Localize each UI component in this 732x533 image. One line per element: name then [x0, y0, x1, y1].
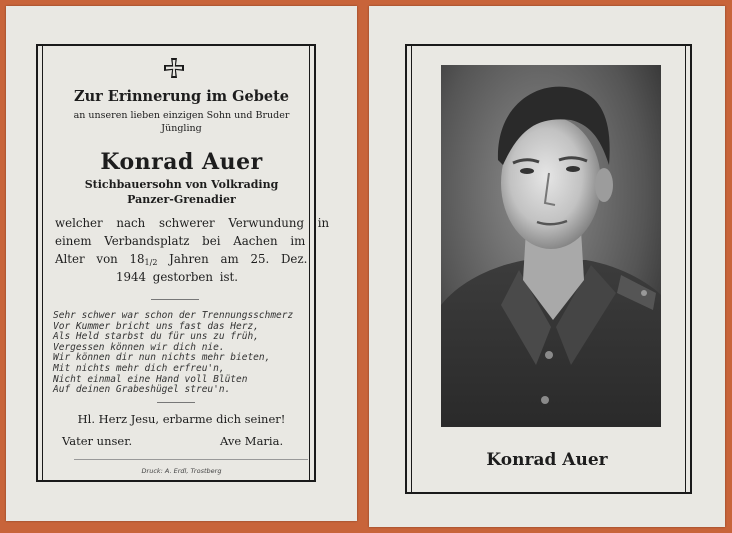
body-line-3-post: Jahren am 25. Dez. [157, 252, 308, 266]
memorial-card-text [6, 6, 357, 521]
poem-line: Wir können dir nun nichts mehr bieten, [53, 352, 271, 364]
divider-bottom [74, 459, 308, 460]
body-line-2: einem Verbandsplatz bei Aachen im [55, 234, 306, 248]
body-line-4: 1944 gestorben ist. [116, 270, 239, 284]
closing-vater-unser: Vater unser. [62, 434, 133, 448]
deceased-name: Konrad Auer [100, 149, 263, 175]
age-fraction: 1/2 [144, 258, 158, 267]
soldier-portrait-icon [441, 65, 661, 427]
intro-line-2: Jüngling [161, 123, 202, 134]
divider-middle [157, 402, 195, 403]
deceased-name-caption: Konrad Auer [486, 450, 608, 470]
body-line-3 [55, 252, 307, 267]
poem-line: Vergessen können wir dich nie. [53, 341, 225, 353]
intro-line-1: an unseren lieben einzigen Sohn und Bruder [73, 110, 290, 121]
body-line-3-pre: Alter von 18 [55, 252, 145, 266]
poem-line: Nicht einmal eine Hand voll Blüten [53, 373, 248, 385]
prayer-line: Hl. Herz Jesu, erbarme dich seiner! [77, 412, 286, 426]
printer-credit: Druck: A. Erdl, Trostberg [141, 467, 222, 475]
poem-line: Sehr schwer war schon der Trennungsschmerz [53, 310, 294, 321]
poem-line: Vor Kummer bricht uns fast das Herz, [53, 320, 259, 332]
memorial-card-photo [369, 6, 725, 527]
poem-line: Als Held starbst du für uns zu früh, [53, 331, 259, 343]
body-line-1: welcher nach schwerer Verwundung in [55, 216, 330, 230]
origin-line: Stichbauersohn von Volkrading [84, 178, 279, 191]
closing-ave-maria: Ave Maria. [220, 434, 284, 448]
poem-line: Mit nichts mehr dich erfreu'n, [53, 362, 225, 374]
poem-line: Auf deinen Grabeshügel streu'n. [53, 384, 231, 396]
poem-block [53, 311, 293, 396]
iron-cross-icon [163, 57, 185, 79]
memorial-heading: Zur Erinnerung im Gebete [73, 88, 290, 105]
divider-top [151, 299, 199, 300]
rank-line: Panzer-Grenadier [127, 193, 236, 206]
